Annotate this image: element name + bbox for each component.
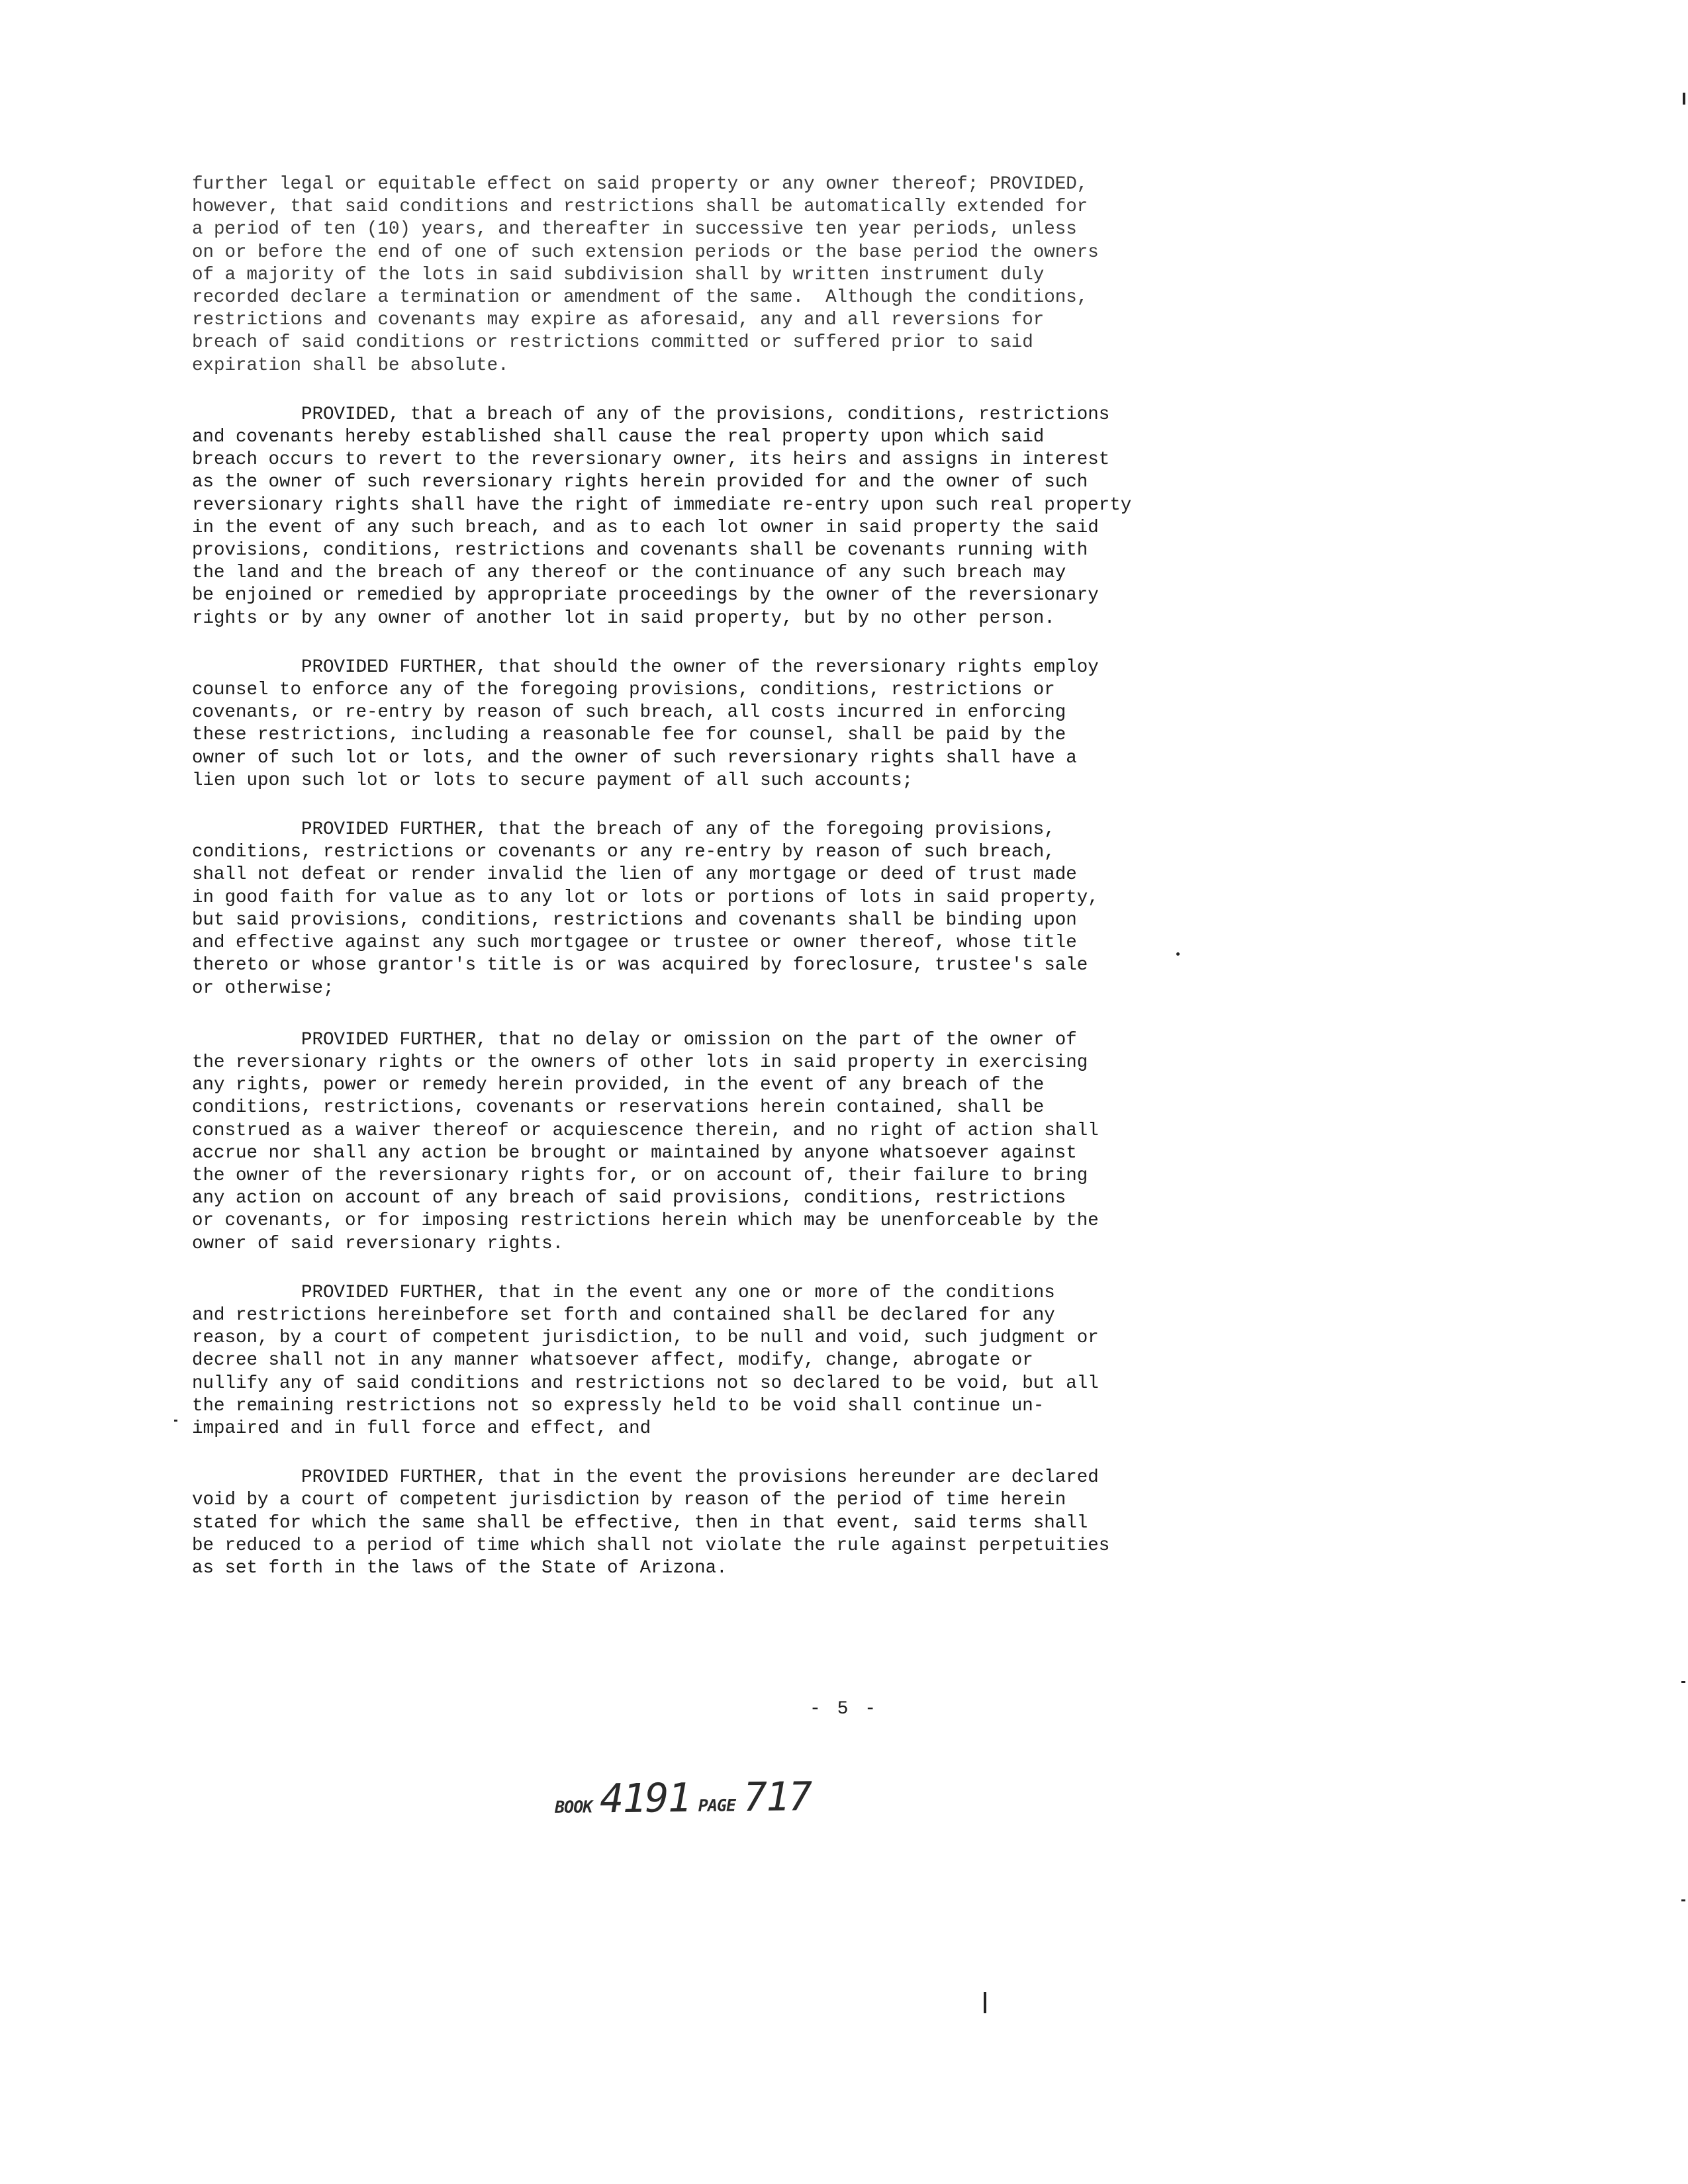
scan-speck [1681,1681,1685,1683]
paragraph-perpetuities: PROVIDED FURTHER, that in the event the provisions hereunder are declared void by a court of competent jurisdiction by reason of the period of time herein stated for which the same shall be effective, then in that event, said terms shall be reduced to a period of time which shall not violate the rule against perpetuities as set forth in the laws of the State of Arizona. [192,1467,1110,1578]
paragraph-severability: PROVIDED FURTHER, that in the event any one or more of the conditions and restrictions hereinbefore set forth and contained shall be declared for any reason, by a court of competent jurisdiction, to be null and void, such judgment or decree shall not in any manner whatsoever affect, modify, change, abrogate or nullify any of said conditions and restrictions not so declared to be void, but all the remaining restrictions not so expressly held to be void shall continue un- impaired and in full force and effect, and [192,1282,1099,1439]
scan-speck [984,1992,986,2013]
stamp-book-number: 4191 [599,1774,691,1823]
scan-speck [1683,93,1685,105]
recording-stamp [555,1774,812,1823]
paragraph-expiration: further legal or equitable effect on said property or any owner thereof; PROVIDED, however, that said conditions and restrictions shall be automatically extended for a period of ten (10) years, and thereafter in successive ten year periods, unless on or before the end of one of such extension periods or the base period the owners of a majority of the lots in said subdivision shall by written instrument duly recorded declare a termination or amendment of the same. Although the conditions, restrictions and covenants may expire as aforesaid, any and all reversions for breach of said conditions or restrictions committed or suffered prior to said expiration shall be absolute. [192,174,1099,376]
stamp-page-label: PAGE [698,1796,736,1815]
page-number: - 5 - [809,1699,878,1719]
scan-speck [1681,1899,1685,1901]
scan-speck [1176,952,1180,956]
paragraph-no-waiver: PROVIDED FURTHER, that no delay or omission on the part of the owner of the reversionary rights or the owners of other lots in said property in exercising any rights, power or remedy herein provided, in the event of any breach of the conditions, restrictions, covenants or reservations herein contained, shall be construed as a waiver thereof or acquiescence therein, and no right of action shall accrue nor shall any action be brought or maintained by anyone whatsoever against the owner of the reversionary rights for, or on account of, their failure to bring any action on account of any breach of said provisions, conditions, restrictions or covenants, or for imposing restrictions herein which may be unenforceable by the owner of said reversionary rights. [192,1029,1099,1254]
scan-speck [174,1420,177,1422]
paragraph-counsel-costs: PROVIDED FURTHER, that should the owner of the reversionary rights employ counsel to enforce any of the foregoing provisions, conditions, restrictions or covenants, or re-entry by reason of such breach, all costs incurred in enforcing these restrictions, including a reasonable fee for counsel, shall be paid by the owner of such lot or lots, and the owner of such reversionary rights shall have a lien upon such lot or lots to secure payment of all such accounts; [192,657,1099,791]
paragraph-reversion-provision: PROVIDED, that a breach of any of the provisions, conditions, restrictions and covenants hereby established shall cause the real property upon which said breach occurs to revert to the reversionary owner, its heirs and assigns in interest as the owner of such reversionary rights herein provided for and the owner of such reversionary rights shall have the right of immediate re-entry upon such real property in the event of any such breach, and as to each lot owner in said property the said provisions, conditions, restrictions and covenants shall be covenants running with the land and the breach of any thereof or the continuance of any such breach may be enjoined or remedied by appropriate proceedings by the owner of the reversionary rights or by any owner of another lot in said property, but by no other person. [192,404,1132,629]
stamp-page-number: 717 [743,1773,812,1821]
paragraph-mortgage-lien: PROVIDED FURTHER, that the breach of any of the foregoing provisions, conditions, restrictions or covenants or any re-entry by reason of such breach, shall not defeat or render invalid the lien of any mortgage or deed of trust made in good faith for value as to any lot or lots or portions of lots in said property, but said provisions, conditions, restrictions and covenants shall be binding upon and effective against any such mortgagee or trustee or owner thereof, whose title thereto or whose grantor's title is or was acquired by foreclosure, trustee's sale or otherwise; [192,819,1099,999]
document-body [192,173,1225,1580]
stamp-book-label: BOOK [554,1797,592,1817]
